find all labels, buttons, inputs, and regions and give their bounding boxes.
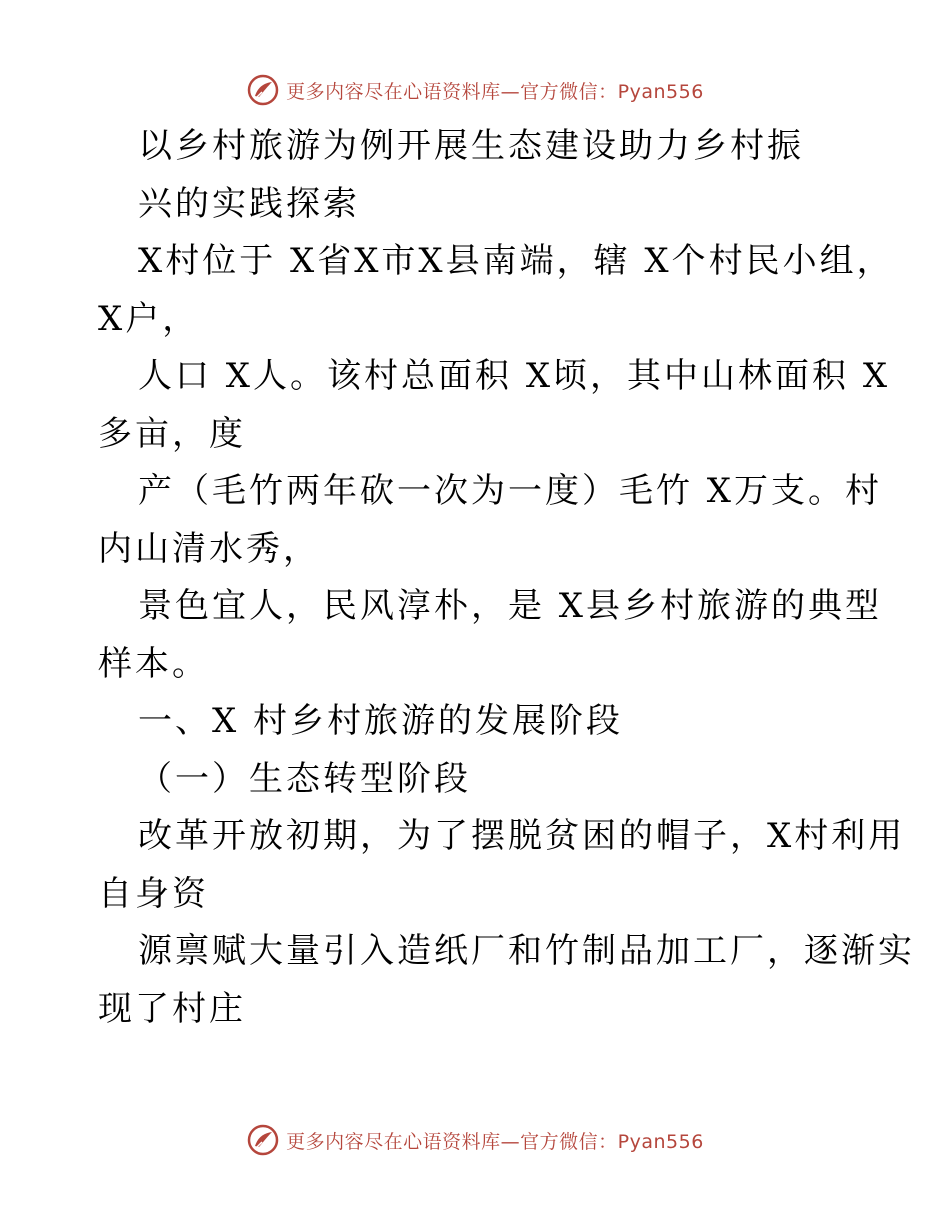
brand-logo-icon	[246, 1123, 280, 1157]
title-line-1: 以乡村旅游为例开展生态建设助力乡村振	[138, 126, 804, 166]
paragraph-line: 现了村庄	[98, 988, 246, 1029]
section-heading: 一、X 村乡村旅游的发展阶段	[138, 701, 624, 741]
paragraph-line: 多亩，度	[98, 413, 246, 454]
paragraph-line: X村位于 X省X市X县南端，辖 X个村民小组，	[138, 241, 894, 281]
paragraph-line: 自身资	[98, 873, 209, 914]
paragraph-line: 改革开放初期，为了摆脱贫困的帽子，X村利用	[138, 816, 906, 856]
title-line-2: 兴的实践探索	[138, 183, 360, 224]
paragraph-line: 样本。	[98, 643, 209, 684]
paragraph-line: 源禀赋大量引入造纸厂和竹制品加工厂，逐渐实	[138, 931, 915, 971]
paragraph-line: 人口 X人。该村总面积 X顷，其中山林面积 X	[138, 356, 891, 396]
subsection-heading: （一）生态转型阶段	[138, 758, 471, 799]
header-banner	[0, 70, 950, 110]
paragraph-line: 产（毛竹两年砍一次为一度）毛竹 X万支。村	[138, 471, 883, 511]
paragraph-line: 景色宜人，民风淳朴，是 X县乡村旅游的典型	[138, 586, 883, 626]
footer-banner-inner	[246, 1123, 704, 1157]
document-body	[98, 118, 915, 1038]
header-banner-inner	[246, 73, 704, 107]
footer-banner-text: 更多内容尽在心语资料库—官方微信：Pyan556	[286, 1130, 704, 1153]
footer-banner	[0, 1120, 950, 1160]
paragraph-line: 内山清水秀，	[98, 528, 320, 569]
brand-logo-icon	[246, 73, 280, 107]
paragraph-line: X户，	[98, 298, 200, 339]
header-banner-text: 更多内容尽在心语资料库—官方微信：Pyan556	[286, 80, 704, 103]
